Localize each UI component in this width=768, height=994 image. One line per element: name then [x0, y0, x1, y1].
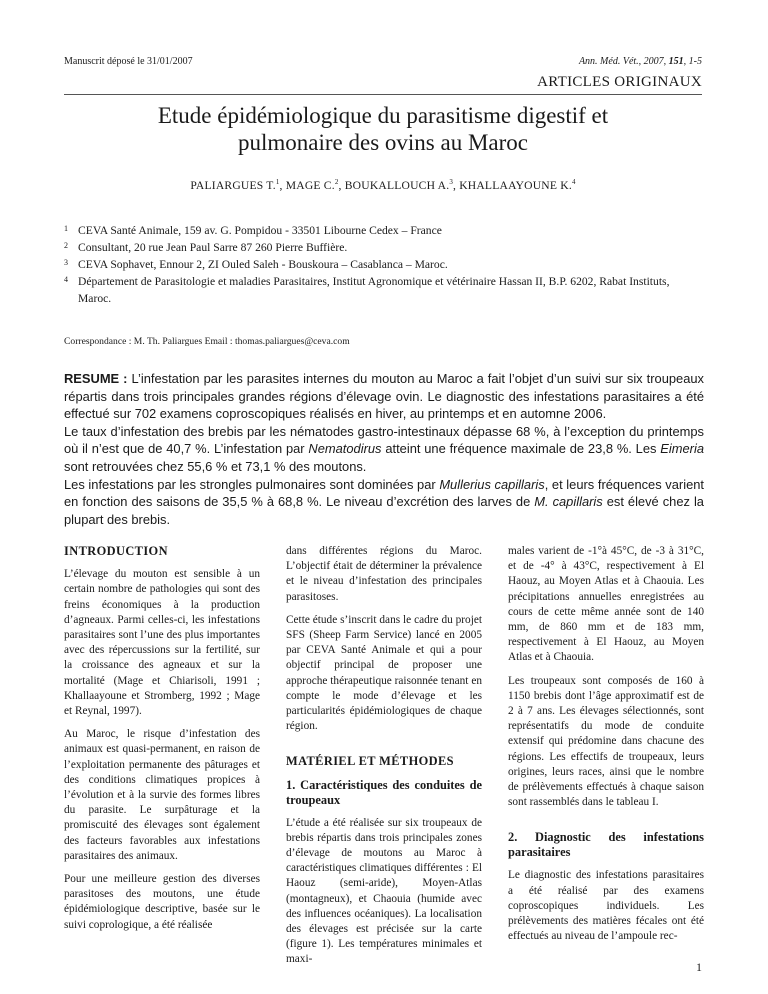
manuscript-date: Manuscrit déposé le 31/01/2007	[64, 56, 193, 67]
abstract-text: Les infestations par les strongles pulmonaires sont dominées par	[64, 476, 440, 492]
affiliation-text: Département de Parasitologie et maladies Parasitaires, Institut Agronomique et vétérinaire Hassan II, B.P. 6202, Rabat Instituts, Maroc.	[78, 275, 670, 305]
subsection-heading: 1. Caractéristiques des conduites de troupeaux	[286, 777, 482, 807]
author-name: PALIARGUES T.	[190, 178, 276, 192]
section-heading: INTRODUCTION	[64, 544, 168, 558]
abstract-text: est élevé chez la plupart des brebis.	[64, 494, 704, 527]
affiliation	[64, 222, 704, 239]
body-paragraph: Cette étude s’inscrit dans le cadre du projet SFS (Sheep Farm Service) lancé en 2005 par CEVA Santé Animale et qui a pour objectif principal de proposer une approche thérapeutique raisonnée tenant en compte le mode d’élevage et les particularités épidémiologiques de chaque région.	[286, 613, 482, 733]
taxon-name: Mullerius capillaris	[439, 476, 545, 492]
section-heading: MATÉRIEL ET MÉTHODES	[286, 754, 454, 769]
author-name: BOUKALLOUCH A.	[344, 178, 450, 192]
abstract-text: atteint une fréquence maximale de 23,8 %. Les	[381, 441, 661, 457]
affiliation	[64, 239, 704, 256]
taxon-name: M. capillaris	[534, 494, 603, 510]
affiliation	[64, 273, 704, 307]
affiliation-text: CEVA Santé Animale, 159 av. G. Pompidou - 33501 Libourne Cedex – France	[78, 224, 442, 237]
title-line-2: pulmonaire des ovins au Maroc	[238, 130, 528, 155]
journal-citation	[579, 56, 702, 67]
affiliation-number: 2	[64, 241, 68, 250]
abstract-lead: RESUME :	[64, 371, 128, 386]
body-paragraph: Pour une meilleure gestion des diverses parasitoses des moutons, une étude épidémiologique descriptive, basée sur le suivi coprologique, a été réalisée	[64, 873, 260, 931]
author-list: PALIARGUES T.$^1$, MAGE C.$^2$, BOUKALLOUCH A.$^3$, KHALLAAYOUNE K.$^4$	[190, 178, 576, 192]
affiliation-text: CEVA Sophavet, Ennour 2, ZI Ouled Saleh - Bouskoura – Casablanca – Maroc.	[78, 258, 448, 271]
affiliation-number: 3	[64, 258, 68, 267]
correspondence: Correspondance : M. Th. Paliargues Email : thomas.paliargues@ceva.com	[64, 336, 350, 347]
abstract-text: sont retrouvées chez 55,6 % et 73,1 % des moutons.	[64, 458, 367, 474]
article-title	[64, 102, 702, 156]
body-paragraph: Le diagnostic des infestations parasitaires a été réalisé par des examens coproscopiques individuels. Les prélèvements des matières fécales ont été effectués au niveau de l’ampoule rec-	[508, 869, 704, 943]
body-paragraph: males varient de -1°à 45°C, de -3 à 31°C, et de -4° à 43°C, respectivement à El Haouz, au Moyen Atlas et à Chaouia. Les précipitations annuelles enregistrées au cours de cette même année sont de 140 mm, de 860 mm et de 183 mm, respectivement à El Haouz, au Moyen Atlas et à Chaouia.	[508, 545, 704, 664]
abstract-paragraph	[64, 423, 704, 476]
journal-name: Ann. Méd. Vét., 2007,	[578, 56, 667, 67]
header-rule	[64, 94, 702, 95]
abstract-text: L’infestation par les parasites internes du mouton au Maroc a fait l’objet d’un suivi sur six troupeaux répartis dans trois principales grandes régions d’élevage ovin. Le diagnostic des infestations parasitaires a été effectué sur 702 examens coproscopiques réalisés en hiver, au printemps et en automne 2006.	[64, 371, 704, 422]
body-paragraph: L’élevage du mouton est sensible à un certain nombre de pathologies qui sont des freins économiques à la production d’agneaux. Parmi celles-ci, les infestations parasitaires sont l’une des plus importantes avec des répercussions sur la fertilité, sur la croissance des agneaux et sur la mortalité (Mage et Chiarisoli, 1991 ; Khallaayoune et Stromberg, 1992 ; Mage et Reynal, 1997).	[64, 568, 260, 718]
affiliation-text: Consultant, 20 rue Jean Paul Sarre 87 260 Pierre Buffière.	[78, 241, 348, 254]
body-column-2	[286, 544, 482, 976]
body-paragraph: dans différentes régions du Maroc. L’objectif était de déterminer la prévalence et le niveau d’infestation des principales parasitoses.	[286, 545, 482, 603]
author-sup: 3	[449, 178, 454, 186]
body-paragraph: Au Maroc, le risque d’infestation des animaux est quasi-permanent, en raison de l’exploitation permanente des pâturages et des conditions climatiques propices à l’évolution et à la survie des formes libres du parasite. Le surpâturage et la promiscuité des élevages sont également des facteurs favorables aux infestations parasitaires des animaux.	[64, 728, 260, 862]
affiliation-number: 1	[64, 224, 68, 233]
abstract-paragraph	[64, 370, 704, 423]
author-sup: 2	[334, 178, 339, 186]
taxon-name: Nematodirus	[308, 441, 382, 457]
taxon-name: Eimeria	[660, 441, 704, 457]
abstract-text: Le taux d’infestation des brebis par les nématodes gastro-intestinaux dépasse 68 %, à l’exception du printemps où il n’est que de 40,7 %. L’infestation par	[64, 423, 704, 457]
author-sup: 4	[571, 178, 576, 186]
body-column-3	[508, 544, 704, 952]
author-sup: 1	[275, 178, 280, 186]
affiliation-number: 4	[64, 275, 68, 284]
affiliation	[64, 256, 704, 273]
author-name: KHALLAAYOUNE K.	[459, 178, 572, 192]
abstract-text: , et leurs fréquences varient en fonction des saisons de 35,5 % à 68,8 %. Le niveau d’excrétion des larves de	[64, 476, 705, 510]
body-paragraph: Les troupeaux sont composés de 160 à 1150 brebis dont l’âge approximatif est de 2 à 7 ans. Les élevages sélectionnés, sont représentatifs du mode de conduite extensif qui prédomine dans chacune des régions. Les effectifs de troupeaux, leurs origines, leurs races, ainsi que le nombre de prélèvements effectués à chaque saison sont rassemblés dans le tableau I.	[508, 674, 704, 809]
subsection-heading: 2. Diagnostic des infestations parasitaires	[508, 830, 704, 860]
affiliation-list	[64, 222, 704, 307]
section-label: ARTICLES ORIGINAUX	[537, 74, 702, 90]
body-column-1	[64, 544, 260, 941]
body-paragraph: L’étude a été réalisée sur six troupeaux de brebis répartis dans trois principales zones d’élevage de moutons au Maroc à caractéristiques climatiques différentes : El Haouz (semi-aride), Moyen-Atlas (montagneux), et Chaouia (humide avec des influences océaniques). La localisation des élevages est précisée sur la carte (figure 1). Les températures minimales et maxi-	[286, 816, 482, 966]
author-name: MAGE C.	[285, 178, 335, 192]
abstract-paragraph	[64, 476, 704, 529]
abstract	[64, 370, 704, 528]
page-number: 1	[696, 960, 702, 974]
journal-volume: 151	[668, 56, 684, 67]
journal-pages: , 1-5	[683, 56, 702, 67]
title-line-1: Etude épidémiologique du parasitisme digestif et	[157, 103, 609, 128]
